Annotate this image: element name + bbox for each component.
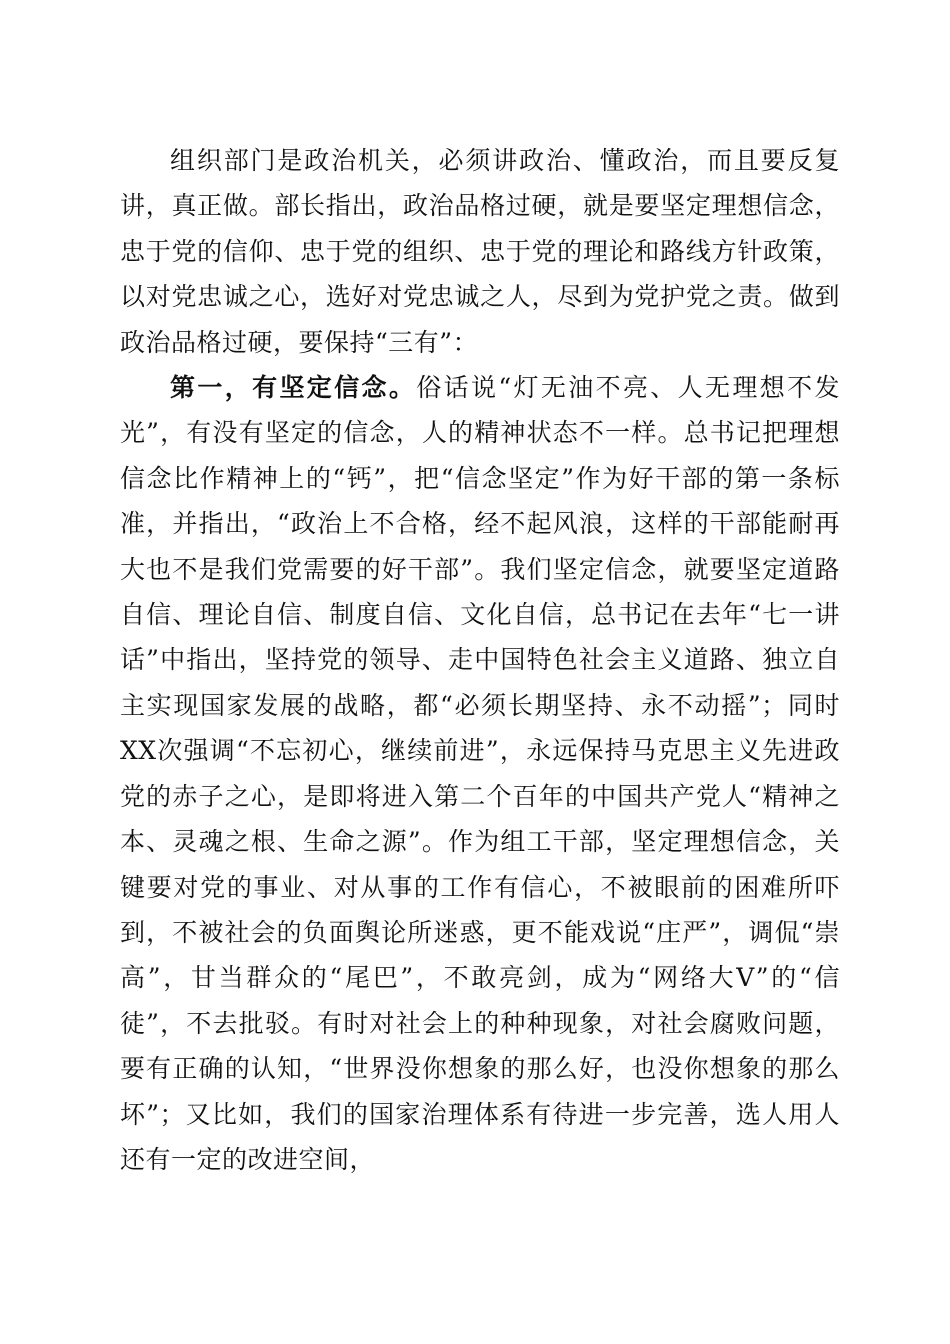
- paragraph-first-point: [120, 365, 840, 1182]
- document-page: [120, 138, 840, 1182]
- paragraph-intro: [120, 138, 840, 365]
- paragraph-text: 俗话说“灯无油不亮、人无理想不发光”，有没有坚定的信念，人的精神状态不一样。总书记把理想信念比作精神上的“钙”，把“信念坚定”作为好干部的第一条标准，并指出，“政治上不合格，经不起风浪，这样的干部能耐再大也不是我们党需要的好干部”。我们坚定信念，就要坚定道路自信、理论自信、制度自信、文化自信，总书记在去年“七一讲话”中指出，坚持党的领导、走中国特色社会主义道路、独立自主实现国家发展的战略，都“必须长期坚持、永不动摇”；同时XX次强调“不忘初心，继续前进”，永远保持马克思主义先进政党的赤子之心，是即将进入第二个百年的中国共产党人“精神之本、灵魂之根、生命之源”。作为组工干部，坚定理想信念，关键要对党的事业、对从事的工作有信心，不被眼前的困难所吓到，不被社会的负面舆论所迷惑，更不能戏说“庄严”，调侃“崇高”，甘当群众的“尾巴”，不敢亮剑，成为“网络大V”的“信徒”，不去批驳。有时对社会上的种种现象，对社会腐败问题，要有正确的认知，“世界没你想象的那么好，也没你想象的那么坏”；又比如，我们的国家治理体系有待进一步完善，选人用人还有一定的改进空间，: [120, 373, 840, 1174]
- paragraph-text: 组织部门是政治机关，必须讲政治、懂政治，而且要反复讲，真正做。部长指出，政治品格过硬，就是要坚定理想信念，忠于党的信仰、忠于党的组织、忠于党的理论和路线方针政策，以对党忠诚之心，选好对党忠诚之人，尽到为党护党之责。做到政治品格过硬，要保持“三有”：: [120, 146, 840, 357]
- paragraph-lead: 第一，有坚定信念。: [170, 373, 417, 403]
